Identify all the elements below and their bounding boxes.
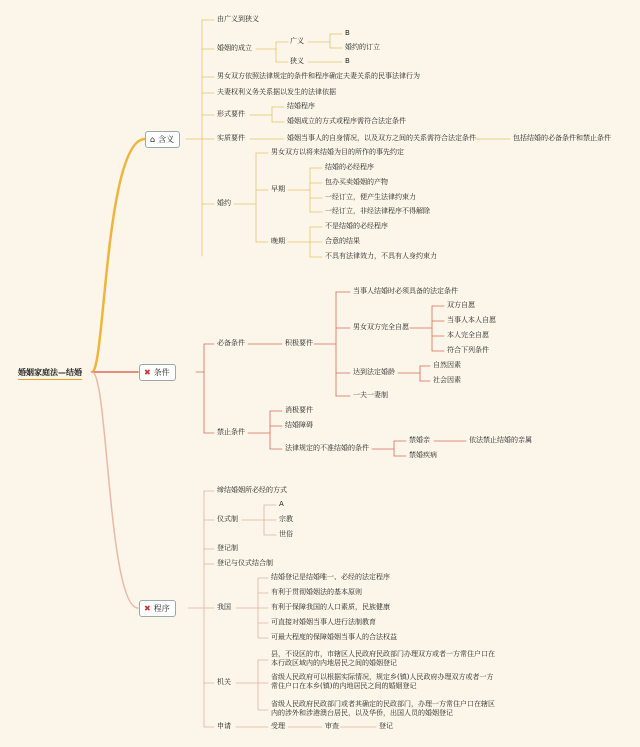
node[interactable]: 有利于贯彻婚姻法的基本原则 [271,588,362,596]
node[interactable]: 机关 [217,678,231,686]
node[interactable]: 结婚的必经程序 [325,163,374,171]
node[interactable]: 晚期 [271,237,285,245]
node[interactable]: 结婚程序 [287,102,315,110]
branch-hanyi[interactable] [145,131,180,148]
node[interactable]: 狭义 [290,57,304,65]
node[interactable]: 登记与仪式结合制 [217,559,273,567]
node[interactable]: 缔结婚姻所必经的方式 [217,486,287,494]
node[interactable]: 广义 [290,37,304,45]
node[interactable]: 双方自愿 [447,301,475,309]
node[interactable]: 禁婚亲 [409,436,430,444]
node[interactable]: 一经订立，便产生法律约束力 [325,193,416,201]
node[interactable]: 审查 [325,722,339,730]
branch-chengxu[interactable] [139,600,176,617]
node[interactable]: A [279,500,284,508]
node[interactable]: 可直接对婚姻当事人进行法制教育 [271,618,376,626]
node[interactable]: 包办买卖婚姻的产物 [325,178,388,186]
tools-icon: ✖ [144,368,151,377]
node[interactable]: B [345,57,350,65]
node[interactable]: 结婚障碍 [285,421,313,429]
node[interactable]: 有利于保障我国的人口素质，民族健康 [271,603,390,611]
node[interactable]: 当事人结婚时必须具备的法定条件 [353,287,458,295]
node[interactable]: 积极要件 [285,339,313,347]
node[interactable]: 必备条件 [217,339,245,347]
node[interactable]: 婚姻的成立 [217,44,252,52]
node[interactable]: 由广义到狭义 [217,15,259,23]
home-icon: ⌂ [150,135,156,144]
branch-hanyi-label: 含义 [158,135,175,144]
tools-icon: ✖ [144,604,151,613]
branch-tiaojian-label: 条件 [153,368,170,377]
node[interactable]: 世俗 [279,530,293,538]
node[interactable]: B [345,29,350,37]
node[interactable]: 宗教 [279,515,293,523]
node[interactable]: 男女双方依照法律规定的条件和程序确定夫妻关系的民事法律行为 [217,72,420,80]
node[interactable]: 可最大程度的保障婚姻当事人的合法权益 [271,633,397,641]
node[interactable]: 社会因素 [433,376,461,384]
node[interactable]: 包括结婚的必备条件和禁止条件 [513,134,611,142]
node[interactable]: 合意的结果 [325,237,360,245]
node[interactable]: 一经订立，非经法律程序不得解除 [325,207,430,215]
node[interactable]: 婚姻成立的方式或程序需符合法定条件 [287,117,406,125]
node[interactable]: 婚约的订立 [345,43,380,51]
node[interactable]: 符合下列条件 [447,346,489,354]
node[interactable]: 形式要件 [217,110,245,118]
node[interactable]: 消极要件 [285,406,313,414]
node[interactable]: 达到法定婚龄 [353,368,395,376]
node[interactable]: 不是结婚的必经程序 [325,222,388,230]
node[interactable]: 禁止条件 [217,428,245,436]
node[interactable]: 男女双方以将来结婚为目的所作的事先约定 [271,148,404,156]
node[interactable]: 不具有法律效力，不具有人身约束力 [325,252,437,260]
root-topic[interactable]: 婚姻家庭法—结婚 [18,367,82,380]
node[interactable]: 禁婚疾病 [409,451,437,459]
node[interactable]: 依法禁止结婚的亲属 [469,436,532,444]
node[interactable]: 一夫一妻制 [353,391,388,399]
node[interactable]: 早期 [271,185,285,193]
node[interactable]: 当事人本人自愿 [447,316,496,324]
node[interactable]: 实质要件 [217,134,245,142]
node[interactable]: 申请 [217,722,231,730]
node[interactable]: 自然因素 [433,361,461,369]
node[interactable]: 登记制 [217,544,238,552]
branch-chengxu-label: 程序 [153,604,170,613]
node[interactable]: 受理 [271,722,285,730]
node[interactable]: 婚姻当事人的自身情况，以及双方之间的关系需符合法定条件 [287,134,476,142]
node[interactable]: 省级人民政府可以根据实际情况，规定乡(镇)人民政府办理双方或者一方常住户口在本乡(镇)的内地居民之间的婚姻登记 [271,673,494,690]
node[interactable]: 夫妻权利义务关系据以发生的法律依据 [217,88,336,96]
node[interactable]: 我国 [217,603,231,611]
node[interactable]: 省级人民政府民政部门或者其确定的民政部门，办理一方常住户口在辖区内的涉外和涉港澳台居民，以及华侨，出国人员的婚姻登记 [271,700,495,717]
node[interactable]: 本人完全自愿 [447,331,489,339]
node[interactable]: 结婚登记是结婚唯一、必经的法定程序 [271,573,390,581]
node[interactable]: 男女双方完全自愿 [353,323,409,331]
node[interactable]: 婚约 [217,199,231,207]
node[interactable]: 法律规定的不准结婚的条件 [285,444,369,452]
node[interactable]: 仪式制 [217,515,238,523]
branch-tiaojian[interactable] [139,364,176,381]
node[interactable]: 登记 [379,722,393,730]
node[interactable]: 县，不设区的市，市辖区人民政府民政部门办理双方或者一方常住户口在本行政区域内的内地居民之间的婚姻登记 [271,650,495,667]
